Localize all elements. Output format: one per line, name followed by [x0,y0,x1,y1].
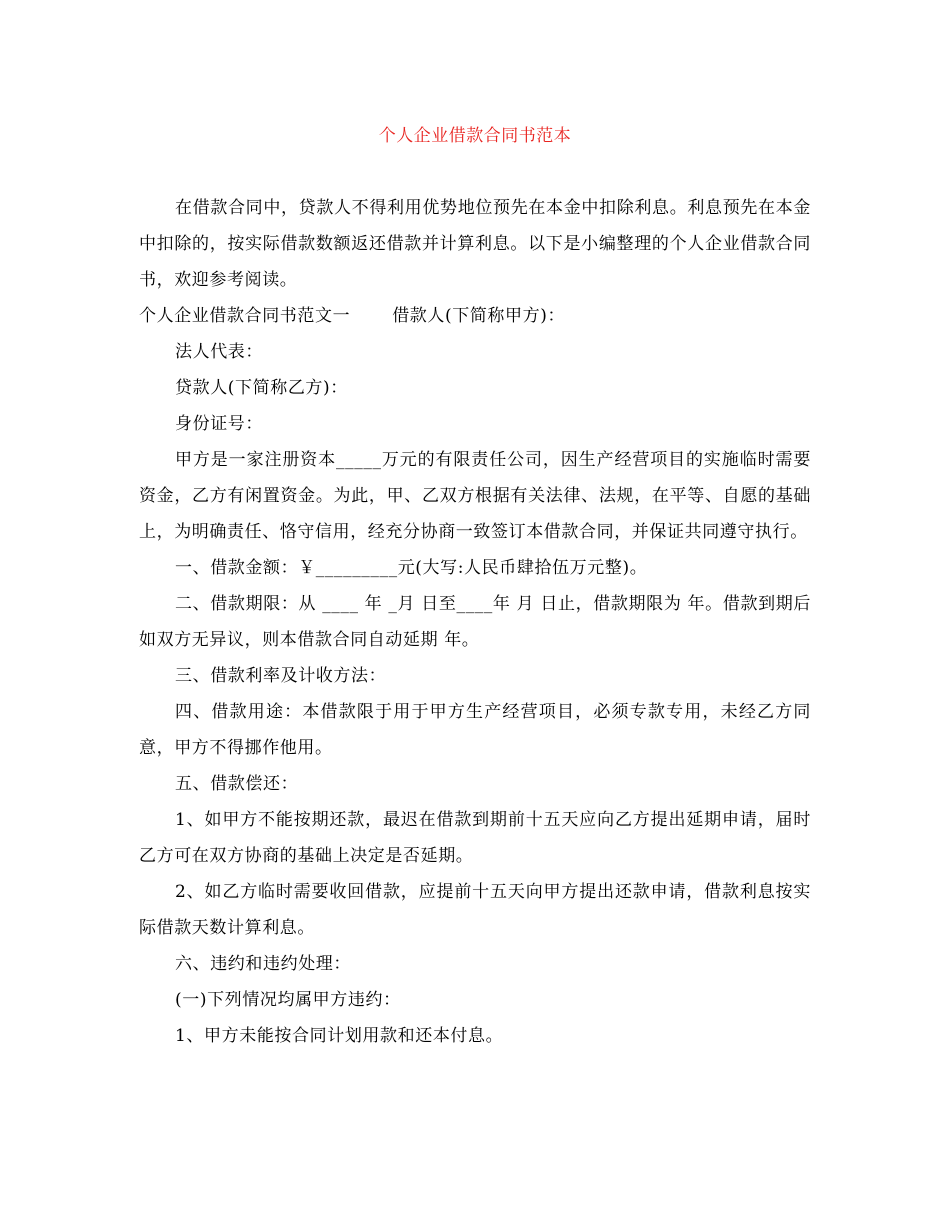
section-heading: 个人企业借款合同书范文一 [139,306,351,326]
document-title: 个人企业借款合同书范本 [378,126,572,146]
preamble-paragraph: 甲方是一家注册资本_____万元的有限责任公司，因生产经营项目的实施临时需要资金，乙方有闲置资金。为此，甲、乙双方根据有关法律、法规，在平等、自愿的基础上，为明确责任、恪守信用，经充分协商一致签订本借款合同，并保证共同遵守执行。 [139,450,811,542]
clause-repayment: 五、借款偿还： [175,774,299,794]
clause-repayment-item-2: 2、如乙方临时需要收回借款，应提前十五天向甲方提出还款申请，借款利息按实际借款天数计算利息。 [139,882,811,938]
legal-rep-label: 法人代表： [175,342,263,362]
document-body [139,190,811,1054]
intro-paragraph: 在借款合同中，贷款人不得利用优势地位预先在本金中扣除利息。利息预先在本金中扣除的，按实际借款数额返还借款并计算利息。以下是小编整理的个人企业借款合同书，欢迎参考阅读。 [139,198,811,290]
clause-breach-subheading: (一)下列情况均属甲方违约： [175,990,401,1010]
borrower-label: 借款人(下简称甲方)： [392,306,566,326]
lender-label: 贷款人(下简称乙方)： [175,378,348,398]
clause-breach: 六、违约和违约处理： [175,954,351,974]
clause-interest-rate: 三、借款利率及计收方法： [175,666,387,686]
clause-repayment-item-1: 1、如甲方不能按期还款，最迟在借款到期前十五天应向乙方提出延期申请，届时乙方可在双方协商的基础上决定是否延期。 [139,810,811,866]
clause-loan-amount: 一、借款金额：￥_________元(大写:人民币肆拾伍万元整)。 [175,558,648,578]
clause-loan-purpose: 四、借款用途：本借款限于用于甲方生产经营项目，必须专款专用，未经乙方同意，甲方不得挪作他用。 [139,702,811,758]
id-number-label: 身份证号： [175,414,263,434]
clause-loan-term: 二、借款期限：从 ____ 年 _月 日至____年 月 日止，借款期限为 年。借款到期后如双方无异议，则本借款合同自动延期 年。 [139,594,811,650]
section-heading-line [139,298,811,334]
clause-breach-item-1: 1、甲方未能按合同计划用款和还本付息。 [175,1026,504,1046]
